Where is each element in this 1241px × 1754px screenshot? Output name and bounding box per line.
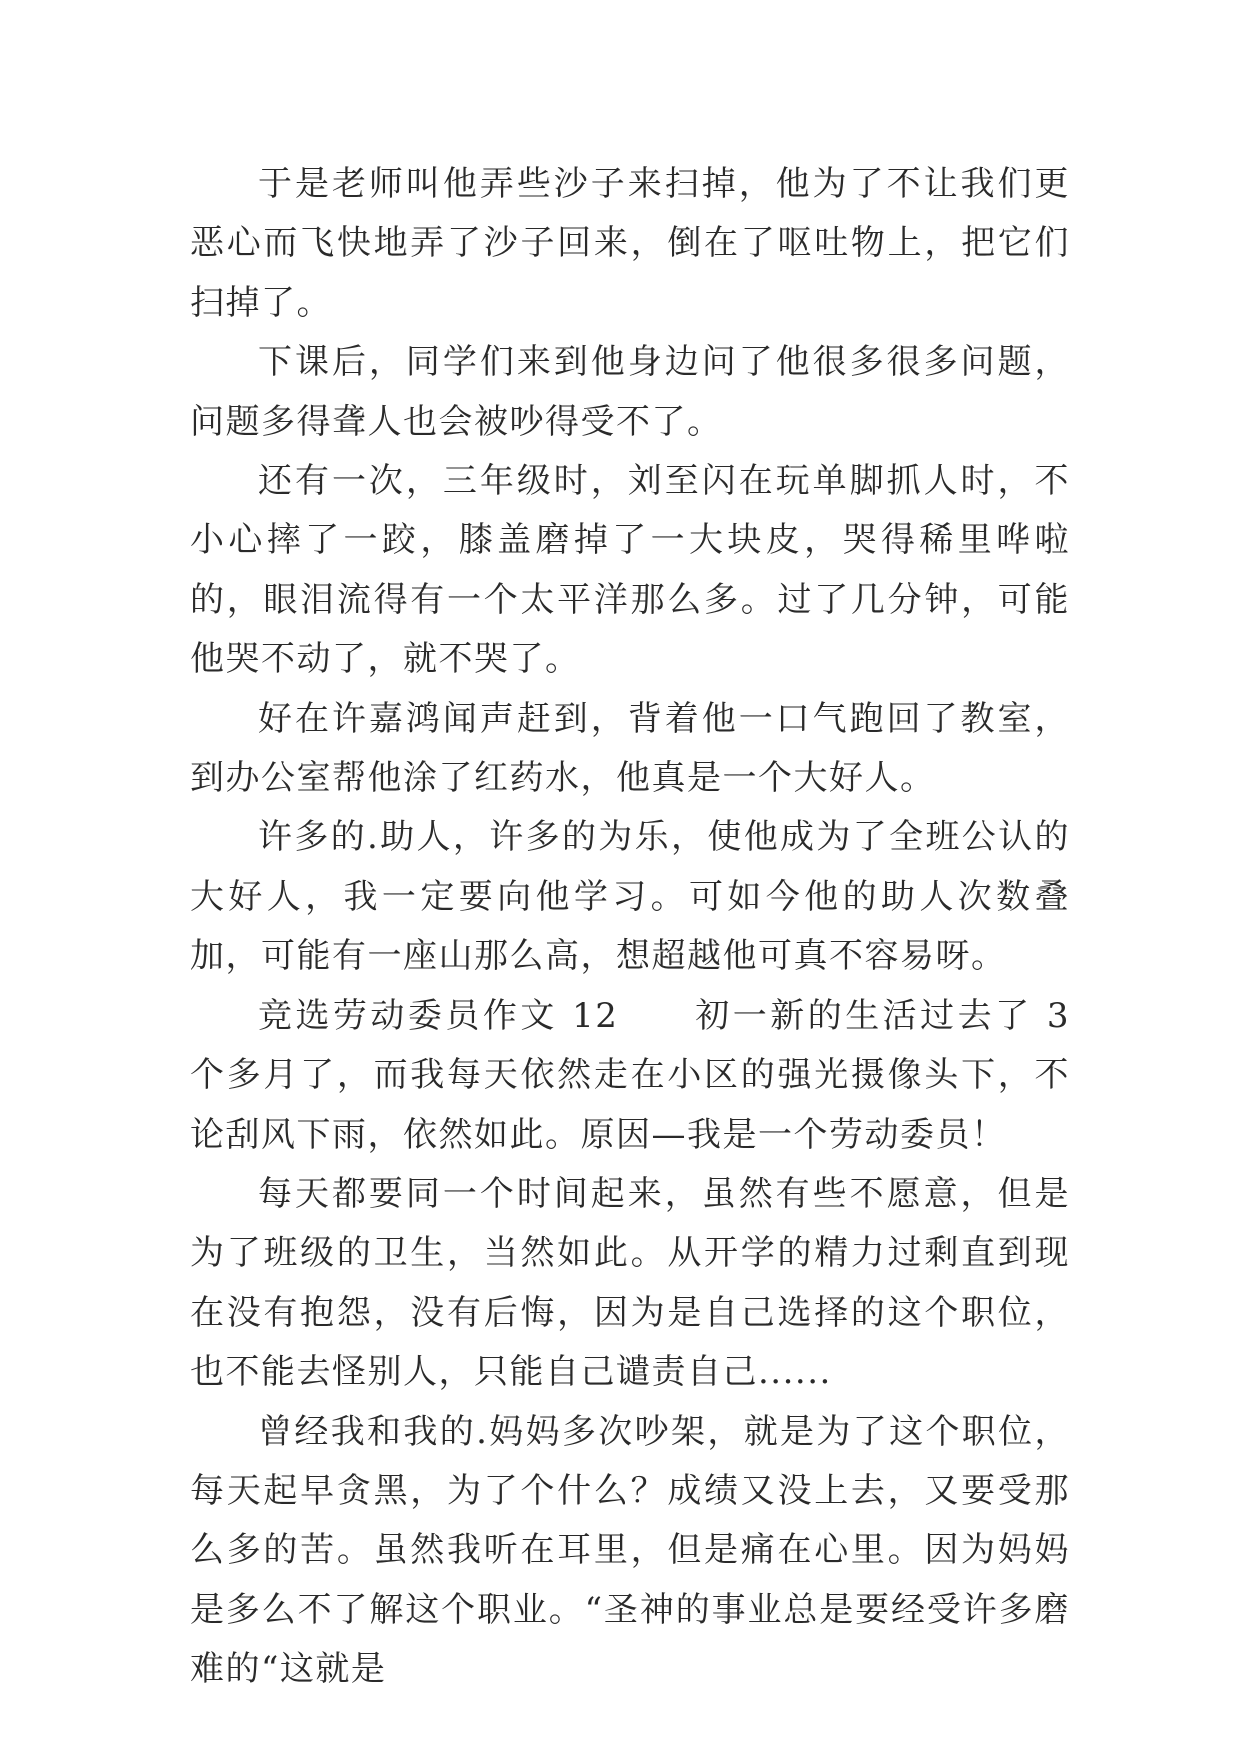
paragraph: 好在许嘉鸿闻声赶到，背着他一口气跑回了教室，到办公室帮他涂了红药水，他真是一个大好人。 bbox=[190, 698, 1070, 799]
paragraph: 每天都要同一个时间起来，虽然有些不愿意，但是为了班级的卫生，当然如此。从开学的精力过剩直到现在没有抱怨，没有后悔，因为是自己选择的这个职位，也不能去怪别人，只能自己谴责自己...... bbox=[190, 1173, 1070, 1393]
paragraph: 曾经我和我的.妈妈多次吵架，就是为了这个职位，每天起早贪黑，为了个什么？成绩又没上去，又要受那么多的苦。虽然我听在耳里，但是痛在心里。因为妈妈是多么不了解这个职业。“圣神的事业总是要经受许多磨难的“这就是 bbox=[190, 1411, 1070, 1690]
paragraph: 还有一次，三年级时，刘至闪在玩单脚抓人时，不小心摔了一跤，膝盖磨掉了一大块皮，哭得稀里哗啦的，眼泪流得有一个太平洋那么多。过了几分钟，可能他哭不动了，就不哭了。 bbox=[190, 461, 1070, 680]
document-body bbox=[190, 155, 1070, 1700]
paragraph: 竞选劳动委员作文 12 初一新的生活过去了 3 个多月了，而我每天依然走在小区的强光摄像头下，不论刮风下雨，依然如此。原因—我是一个劳动委员！ bbox=[190, 995, 1070, 1155]
paragraph: 于是老师叫他弄些沙子来扫掉，他为了不让我们更恶心而飞快地弄了沙子回来，倒在了呕吐物上，把它们扫掉了。 bbox=[190, 164, 1070, 323]
paragraph: 许多的.助人，许多的为乐，使他成为了全班公认的大好人，我一定要向他学习。可如今他的助人次数叠加，可能有一座山那么高，想超越他可真不容易呀。 bbox=[190, 817, 1070, 977]
paragraph: 下课后，同学们来到他身边问了他很多很多问题，问题多得聋人也会被吵得受不了。 bbox=[190, 342, 1070, 442]
